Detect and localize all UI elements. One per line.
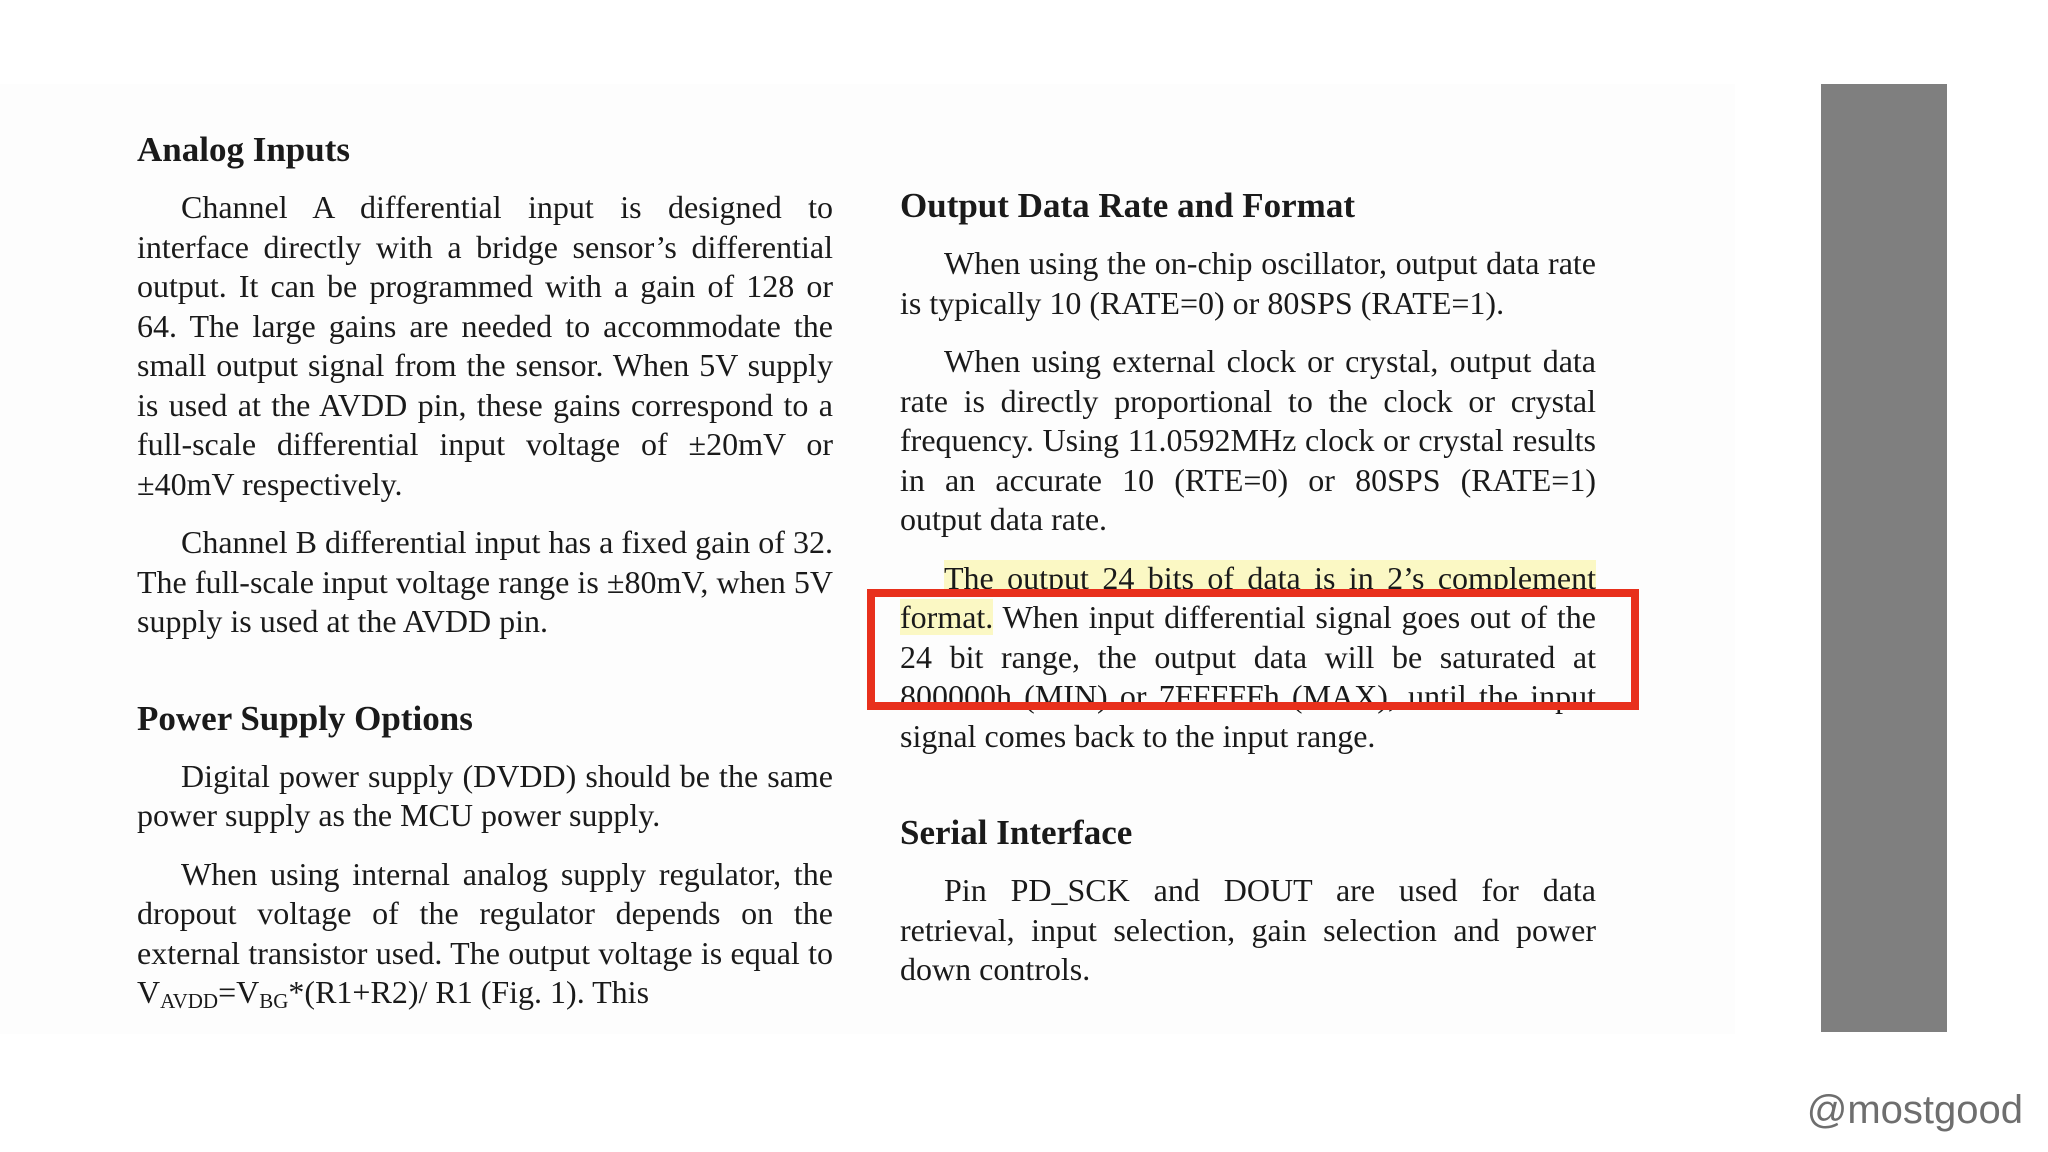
bg-subscript: BG: [259, 989, 289, 1013]
power-supply-paragraph-1: Digital power supply (DVDD) should be the same power supply as the MCU power supply.: [137, 757, 833, 833]
left-column: [137, 128, 833, 1032]
output-data-paragraph-1: When using the on-chip oscillator, output data rate is typically 10 (RATE=0) or 80SPS (RATE=1).: [900, 245, 1596, 321]
analog-inputs-paragraph-2: Channel B differential input has a fixed gain of 32. The full-scale input voltage range is ±80mV, when 5V supply is used at the AVDD pin.: [137, 524, 833, 639]
serial-interface-heading: Serial Interface: [900, 813, 1133, 852]
power-supply-paragraph-2: [137, 855, 833, 1013]
highlighted-text: The output 24 bits of data is in 2’s complement format.: [900, 559, 1596, 635]
power-supply-p2-end: *(R1+R2)/ R1 (Fig. 1). This: [288, 974, 650, 1010]
power-supply-p2-mid: =V: [218, 974, 260, 1010]
power-supply-heading: Power Supply Options: [137, 698, 473, 738]
output-data-heading: Output Data Rate and Format: [900, 186, 1355, 225]
output-data-p3-rest: When input differential signal goes out of the 24 bit range, the output data will be saturated at 800000h (MIN) or 7FFFFFh (MAX), until the input signal comes back to the input range.: [900, 599, 1596, 754]
right-column: [900, 184, 1596, 1009]
power-supply-p2-start: When using internal analog supply regulator, the dropout voltage of the regulator depends on the external transistor used. The output voltage is equal to V: [137, 855, 833, 1010]
scrollbar[interactable]: [1821, 84, 1947, 1032]
analog-inputs-heading: Analog Inputs: [137, 130, 351, 169]
avdd-subscript: AVDD: [160, 989, 219, 1013]
serial-interface-paragraph-1: Pin PD_SCK and DOUT are used for data retrieval, input selection, gain selection and power down controls.: [900, 872, 1596, 987]
watermark: @mostgood: [1806, 1088, 2023, 1132]
bottom-margin: [0, 1034, 2048, 1152]
output-data-paragraph-2: When using external clock or crystal, output data rate is directly proportional to the clock or crystal frequency. Using 11.0592MHz clock or crystal results in an accurate 10 (RTE=0) or 80SPS (RATE=1) output data rate.: [900, 343, 1596, 537]
analog-inputs-paragraph-1: Channel A differential input is designed to interface directly with a bridge sensor’s differential output. It can be programmed with a gain of 128 or 64. The large gains are needed to accommodate the small output signal from the sensor. When 5V supply is used at the AVDD pin, these gains correspond to a full-scale differential input voltage of ±20mV or ±40mV respectively.: [137, 189, 833, 502]
output-data-paragraph-3: [900, 559, 1596, 757]
